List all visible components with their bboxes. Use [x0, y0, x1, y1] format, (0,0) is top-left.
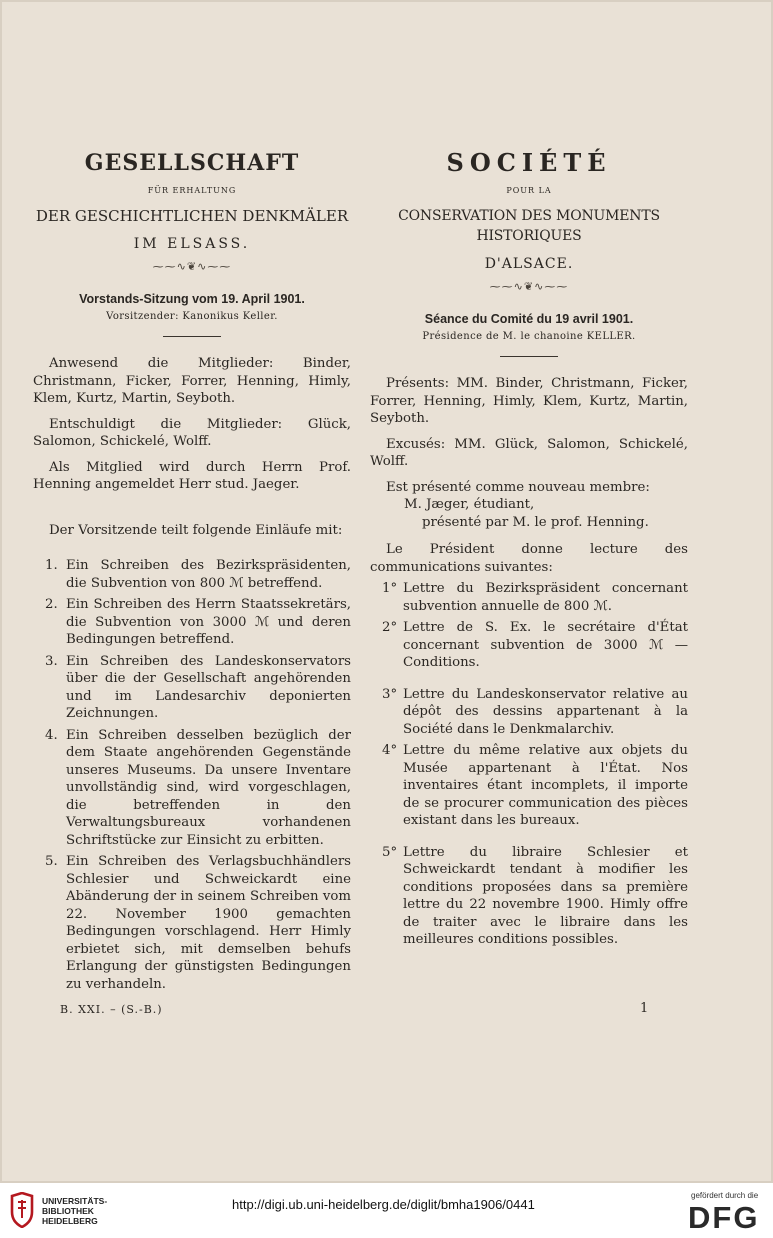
funded-by-text: gefördert durch die: [691, 1191, 759, 1200]
intro-fr: Le Président donne lecture des communications suivantes:: [370, 542, 688, 575]
list-item: 4. Ein Schreiben desselben bezüglich der dem Staate angehörenden Gegenstände unseres Museums. Da unsere Inventare unvollständig sind, wird vorgeschlagen, die betreffenden in den Verwaltungsbureaux vorhandenen Schriftstücke zur Einsicht zu erbitten.: [45, 727, 351, 848]
list-item: 1. Ein Schreiben des Bezirkspräsidenten, die Subvention von 800 ℳ betreffend.: [45, 558, 351, 591]
permalink-url[interactable]: http://digi.ub.uni-heidelberg.de/diglit/bmha1906/0441: [232, 1197, 535, 1212]
session-heading-de: Vorstands-Sitzung vom 19. April 1901.: [79, 292, 305, 306]
region-de: IM ELSASS.: [133, 236, 251, 252]
page-number: 1: [640, 1001, 649, 1016]
german-column: [33, 150, 351, 993]
library-line-1: UNIVERSITÄTS-: [42, 1196, 108, 1206]
society-title-de: GESELLSCHAFT: [84, 150, 300, 176]
excused-de: Entschuldigt die Mitglieder: Glück, Salomon, Schickelé, Wolff.: [33, 416, 351, 449]
library-line-2: BIBLIOTHEK: [42, 1206, 94, 1216]
list-item: 2. Ein Schreiben des Herrn Staatssekretärs, die Subvention von 3000 ℳ und deren Bedingungen betreffend.: [45, 597, 351, 647]
library-name[interactable]: [42, 1196, 107, 1226]
intro-de: Der Vorsitzende teilt folgende Einläufe mit:: [49, 522, 343, 538]
present-fr: Présents: MM. Binder, Christmann, Ficker, Forrer, Henning, Himly, Klem, Kurtz, Martin, Seyboth.: [370, 376, 688, 426]
list-item: 5° Lettre du libraire Schlesier et Schweickardt tendant à modifier les conditions proposées dans sa première lettre du 22 novembre 1900. Himly offre de traiter avec le libraire dans les meilleures conditions possibles.: [382, 844, 688, 947]
signature-mark: B. XXI. – (S.-B.): [60, 1003, 163, 1016]
list-item: 1° Lettre du Bezirkspräsident concernant subvention annuelle de 800 ℳ.: [382, 581, 688, 614]
list-item: 3° Lettre du Landeskonservator relative au dépôt des dessins appartenant à la Société dans le Denkmalarchiv.: [382, 686, 688, 737]
excused-fr: Excusés: MM. Glück, Salomon, Schickelé, Wolff.: [370, 436, 688, 469]
subtitle-main-fr: CONSERVATION DES MONUMENTS HISTORIQUES: [398, 208, 660, 244]
region-fr: D'ALSACE.: [484, 256, 574, 272]
item-list-fr: [370, 580, 688, 949]
university-seal-icon[interactable]: [9, 1192, 35, 1228]
list-item: 2° Lettre de S. Ex. le secrétaire d'État concernant subvention de 3000 ℳ — Conditions.: [382, 620, 688, 670]
subtitle-small-de: FÜR ERHALTUNG: [147, 186, 237, 195]
subtitle-main-de: DER GESCHICHTLICHEN DENKMÄLER: [35, 207, 349, 225]
chair-fr: Présidence de M. le chanoine KELLER.: [422, 331, 636, 342]
new-member-de: Als Mitglied wird durch Herrn Prof. Henning angemeldet Herr stud. Jaeger.: [33, 459, 351, 492]
new-member-fr-2: M. Jæger, étudiant,: [404, 497, 535, 512]
dfg-logo[interactable]: DFG: [688, 1200, 760, 1235]
item-list-de: [33, 557, 351, 993]
short-rule: [500, 356, 558, 357]
ornament-divider: ⁓⁓∿❦∿⁓⁓: [152, 260, 232, 273]
list-item: 5. Ein Schreiben des Verlagsbuchhändlers Schlesier und Schweickardt eine Abänderung der in seinem Schreiben vom 22. November 1900 gemachten Bedingungen vorschlagend. Herr Himly erbietet sich, mit demselben behufs Erlangung der günstigsten Bedingungen zu verhandeln.: [45, 854, 351, 992]
subtitle-small-fr: POUR LA: [506, 186, 552, 195]
session-heading-fr: Séance du Comité du 19 avril 1901.: [424, 312, 634, 326]
society-title-fr: SOCIÉTÉ: [446, 148, 612, 177]
present-de: Anwesend die Mitglieder: Binder, Christmann, Ficker, Forrer, Henning, Himly, Klem, Kurtz, Martin, Seyboth.: [33, 356, 351, 406]
library-line-3: HEIDELBERG: [42, 1216, 98, 1226]
list-item: 3. Ein Schreiben des Landeskonservators über die der Gesellschaft angehörenden und im Landesarchiv deponierten Zeichnungen.: [45, 653, 351, 721]
ornament-divider: ⁓⁓∿❦∿⁓⁓: [489, 280, 569, 293]
chair-de: Vorsitzender: Kanonikus Keller.: [106, 311, 278, 322]
new-member-fr-1: Est présenté comme nouveau membre:: [386, 479, 650, 495]
list-item: 4° Lettre du même relative aux objets du Musée appartenant à l'État. Nos inventaires étant incomplets, il importe de se procurer communication des pièces existant dans les bureaux.: [382, 743, 688, 828]
french-column: [370, 150, 688, 949]
short-rule: [163, 336, 221, 337]
new-member-fr-3: présenté par M. le prof. Henning.: [422, 514, 649, 530]
